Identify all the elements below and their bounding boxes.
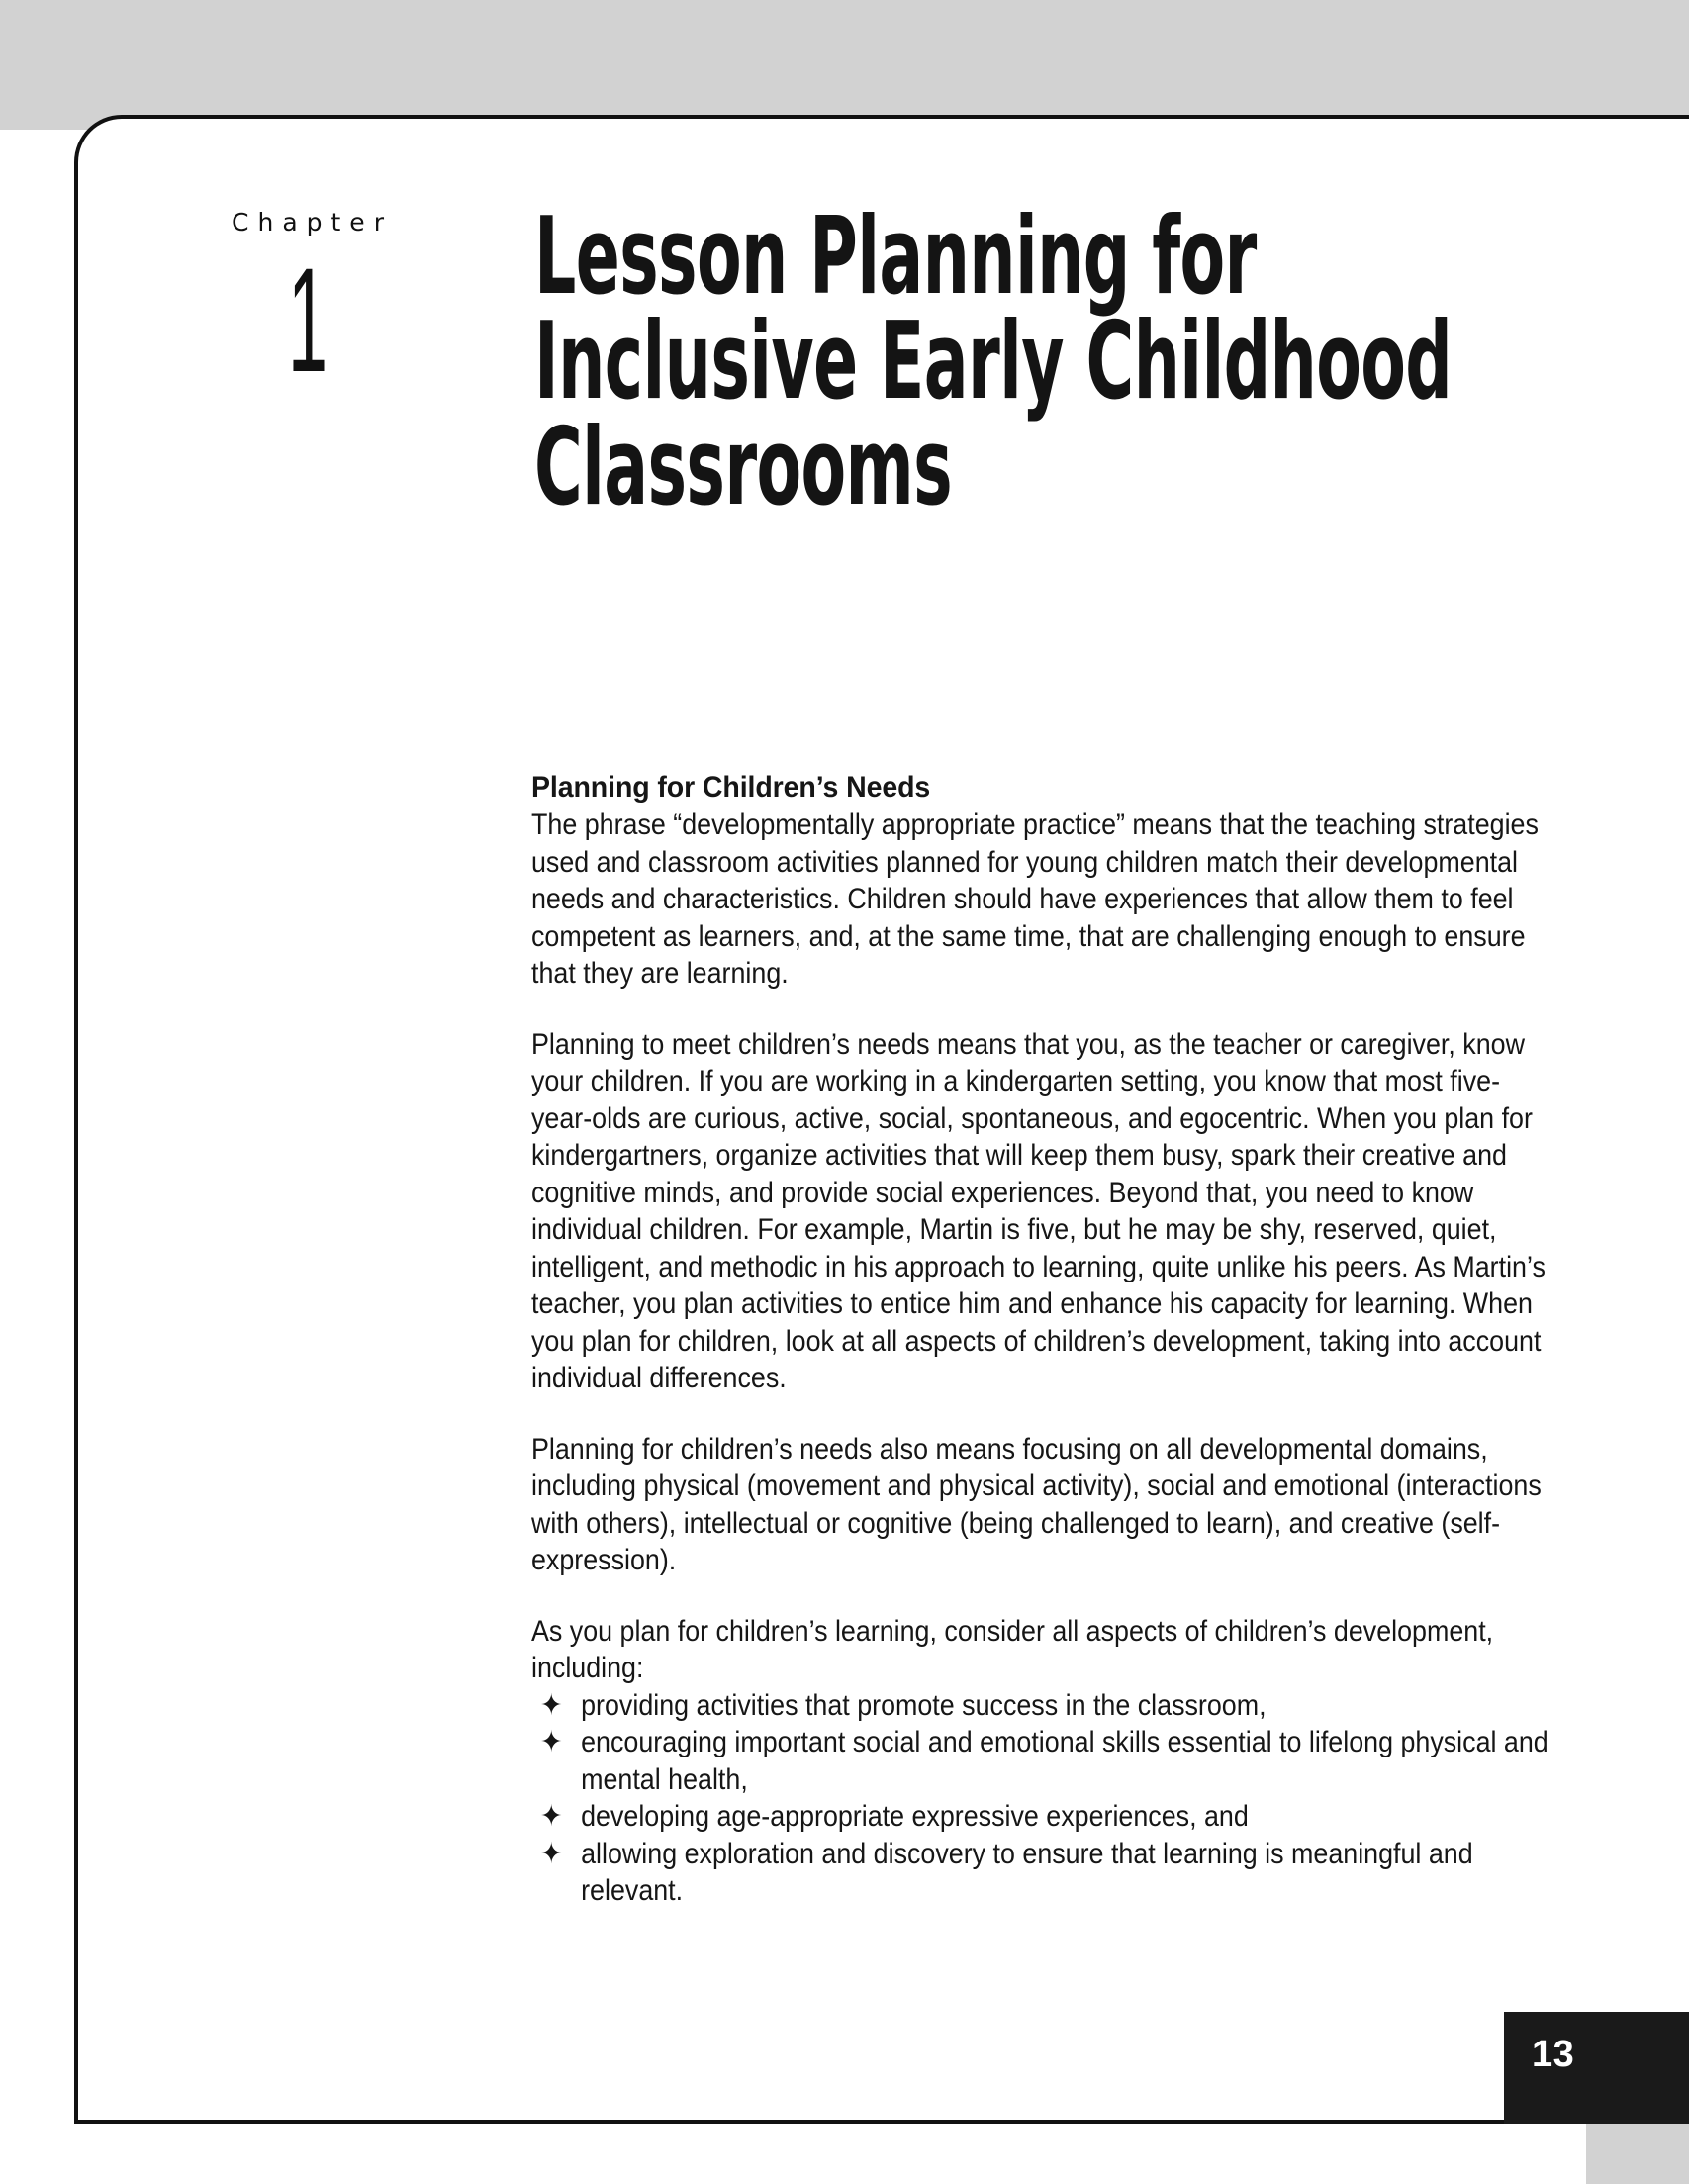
page-title-line-3: Classrooms: [534, 405, 953, 529]
chapter-marker: [194, 208, 422, 403]
page-title-line-1: Lesson Planning for: [534, 195, 1257, 319]
body-content: [531, 770, 1560, 1910]
section-heading: Planning for Children’s Needs: [531, 771, 931, 804]
list-item-label: providing activities that promote success in the classroom,: [581, 1688, 1267, 1722]
paragraph-2: Planning to meet children’s needs means that you, as the teacher or caregiver, know your children. If you are working in a kindergarten setting, you know that most five-year-olds are curious, active, social, spontaneous, and egocentric. When you plan for kindergartners, organize activities that will keep them busy, spark their creative and cognitive minds, and provide social experiences. Beyond that, you need to know individual children. For example, Martin is five, but he may be shy, reserved, quiet, intelligent, and methodic in his approach to learning, quite unlike his peers. As Martin’s teacher, you plan activities to entice him and enhance his capacity for learning. When you plan for children, look at all aspects of children’s development, taking into account individual differences.: [531, 1027, 1546, 1395]
paragraph-1: The phrase “developmentally appropriate practice” means that the teaching strategies used and classroom activities planned for young children match their developmental needs and characteristics. Children should have experiences that allow them to feel competent as learners, and, at the same time, that are challenging enough to ensure that they are learning.: [531, 808, 1539, 991]
list-item-label: allowing exploration and discovery to ensure that learning is meaningful and relevant.: [581, 1837, 1473, 1908]
list-item: [531, 1836, 1558, 1910]
diamond-bullet-icon: ✦: [539, 1837, 563, 1870]
list-item: [531, 1724, 1558, 1798]
chapter-label: Chapter: [232, 208, 393, 237]
chapter-number: 1: [287, 237, 328, 403]
page-number: 13: [1532, 2034, 1575, 2075]
list-item-label: encouraging important social and emotional skills essential to lifelong physical and mental health,: [581, 1726, 1548, 1796]
list-item: [531, 1798, 1558, 1836]
page-number-badge: [1504, 2012, 1689, 2124]
diamond-bullet-icon: ✦: [539, 1688, 563, 1722]
diamond-bullet-icon: ✦: [539, 1726, 563, 1759]
page-sheet-bottom-rule: [74, 2120, 1586, 2124]
diamond-bullet-icon: ✦: [539, 1800, 563, 1834]
page-title: [534, 195, 1484, 529]
page-title-line-2: Inclusive Early Childhood: [534, 300, 1453, 425]
page-backdrop-top: [0, 0, 1689, 130]
paragraph-3: Planning for children’s needs also means focusing on all developmental domains, including physical (movement and physical activity), social and emotional (interactions with others), intellectual or cognitive (being challenged to learn), and creative (self-expression).: [531, 1432, 1542, 1577]
page-sheet-left-rule: [74, 2009, 78, 2124]
paragraph-4: As you plan for children’s learning, consider all aspects of children’s development, including:: [531, 1614, 1494, 1685]
list-item-label: developing age-appropriate expressive experiences, and: [581, 1800, 1249, 1834]
page-backdrop-bottom-right: [1586, 2124, 1689, 2184]
development-aspects-list: [531, 1687, 1558, 1910]
list-item: [531, 1687, 1558, 1725]
